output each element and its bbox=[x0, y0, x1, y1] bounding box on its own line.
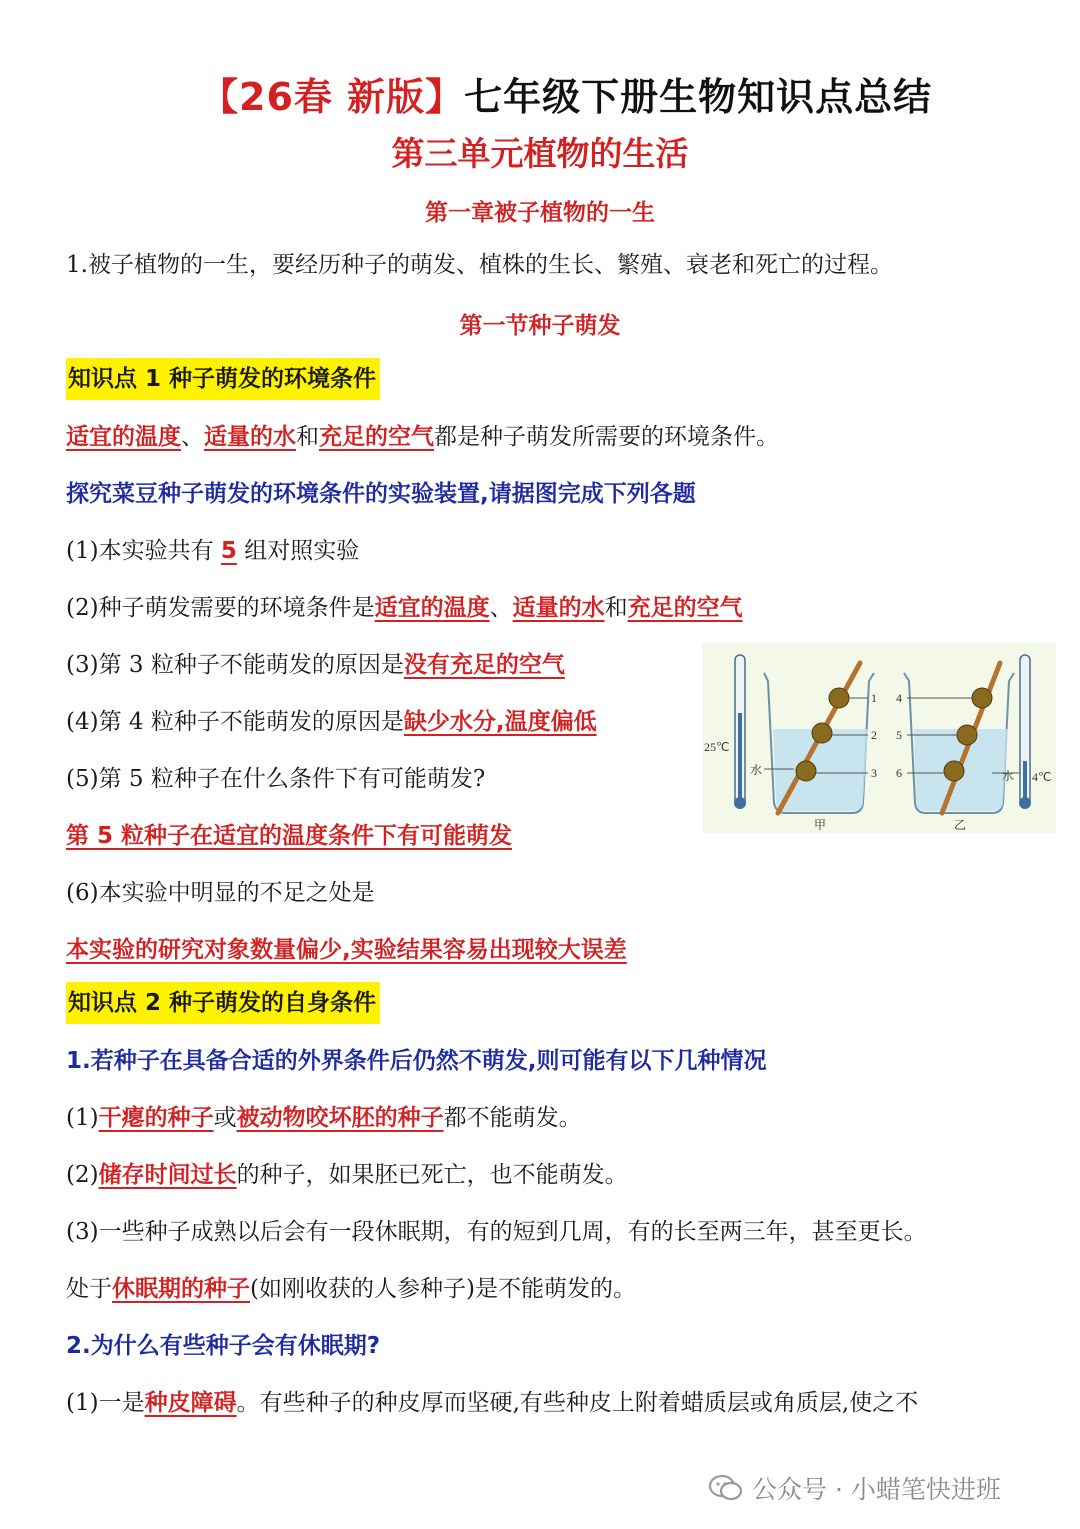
left-thermometer-bulb bbox=[734, 797, 746, 809]
question-1-answer: 5 bbox=[220, 538, 237, 564]
experiment-prompt: 探究菜豆种子萌发的环境条件的实验装置,请据图完成下列各题 bbox=[66, 481, 696, 507]
question-5: (5)第 5 粒种子在什么条件下有可能萌发? bbox=[66, 766, 486, 792]
item-4-pre: (1)一是 bbox=[66, 1390, 145, 1416]
right-temperature-label: 4℃ bbox=[1032, 770, 1052, 784]
document-title bbox=[200, 66, 960, 121]
right-thermometer-mercury bbox=[1023, 761, 1027, 801]
question-2-answer-a: 适宜的温度 bbox=[374, 595, 490, 621]
kp2-question-1: 1.若种子在具备合适的外界条件后仍然不萌发,则可能有以下几种情况 bbox=[66, 1048, 767, 1074]
beaker-diagram bbox=[702, 643, 1056, 833]
left-thermometer-mercury bbox=[738, 713, 742, 801]
watermark bbox=[708, 1468, 1001, 1508]
item-2-tail: 的种子，如果胚已死亡，也不能萌发。 bbox=[236, 1162, 628, 1188]
title-text: 七年级下册生物知识点总结 bbox=[464, 75, 933, 119]
kp2-heading-highlight: 知识点 2 种子萌发的自身条件 bbox=[66, 982, 380, 1024]
question-3-text: (3)第 3 粒种子不能萌发的原因是 bbox=[66, 652, 404, 678]
item-1-tail: 都不能萌发。 bbox=[443, 1105, 582, 1131]
item-1-answer-b: 被动物咬坏胚的种子 bbox=[236, 1105, 444, 1131]
section-title: 第一节种子萌发 bbox=[459, 313, 621, 339]
right-caption: 乙 bbox=[954, 818, 967, 832]
seed-4 bbox=[972, 688, 992, 708]
question-1 bbox=[66, 534, 359, 568]
question-2-text: (2)种子萌发需要的环境条件是 bbox=[66, 595, 375, 621]
answer-air: 充足的空气 bbox=[319, 424, 434, 450]
label-3: 3 bbox=[871, 766, 877, 780]
question-3-answer: 没有充足的空气 bbox=[403, 652, 565, 678]
item-2-answer: 储存时间过长 bbox=[98, 1162, 237, 1188]
kp2-item-1 bbox=[66, 1101, 582, 1135]
kp2-question-2: 2.为什么有些种子会有休眠期? bbox=[66, 1333, 381, 1359]
label-4: 4 bbox=[896, 691, 902, 705]
left-water-label: 水 bbox=[750, 763, 763, 777]
question-6-answer: 本实验的研究对象数量偏少,实验结果容易出现较大误差 bbox=[66, 937, 627, 963]
label-2: 2 bbox=[871, 728, 877, 742]
item-4-tail: 。有些种子的种皮厚而坚硬,有些种皮上附着蜡质层或角质层,使之不 bbox=[236, 1390, 919, 1416]
seed-1 bbox=[829, 688, 849, 708]
item-1-answer-a: 干瘪的种子 bbox=[98, 1105, 214, 1131]
question-2-answer-c: 充足的空气 bbox=[627, 595, 743, 621]
answer-water: 适量的水 bbox=[204, 424, 296, 450]
left-temperature-label: 25℃ bbox=[704, 740, 730, 754]
kp1-heading bbox=[66, 362, 380, 396]
seed-5 bbox=[957, 725, 977, 745]
right-thermometer-bulb bbox=[1019, 797, 1031, 809]
seed-6 bbox=[944, 761, 964, 781]
item-3b-pre: 处于 bbox=[66, 1276, 112, 1302]
item-3b-tail: (如刚收获的人参种子)是不能萌发的。 bbox=[250, 1276, 636, 1302]
question-2-answer-b: 适量的水 bbox=[512, 595, 605, 621]
wechat-icon bbox=[708, 1473, 744, 1503]
separator: 和 bbox=[296, 424, 319, 450]
item-4-answer: 种皮障碍 bbox=[144, 1390, 237, 1416]
question-2 bbox=[66, 591, 743, 625]
separator: 、 bbox=[489, 595, 513, 621]
question-4-text: (4)第 4 粒种子不能萌发的原因是 bbox=[66, 709, 404, 735]
answer-temperature: 适宜的温度 bbox=[66, 424, 181, 450]
seed-2 bbox=[812, 723, 832, 743]
separator: 和 bbox=[604, 595, 628, 621]
watermark-account: 公众号 · 小蜡笔快进班 bbox=[752, 1475, 1001, 1504]
label-6: 6 bbox=[896, 766, 902, 780]
question-6: (6)本实验中明显的不足之处是 bbox=[66, 880, 375, 906]
seed-3 bbox=[796, 761, 816, 781]
title-tag: 【26春 新版】 bbox=[200, 75, 465, 119]
item-1-mid: 或 bbox=[213, 1105, 237, 1131]
unit-title: 第三单元植物的生活 bbox=[391, 134, 689, 173]
kp2-item-3: (3)一些种子成熟以后会有一段休眠期，有的短到几周，有的长至两三年，甚至更长。 bbox=[66, 1219, 927, 1245]
label-1: 1 bbox=[871, 691, 877, 705]
item-2-number: (2) bbox=[66, 1162, 99, 1188]
conditions-tail: 都是种子萌发所需要的环境条件。 bbox=[434, 424, 779, 450]
chapter-title: 第一章被子植物的一生 bbox=[425, 200, 655, 226]
kp2-item-2 bbox=[66, 1158, 628, 1192]
question-1-tail: 组对照实验 bbox=[236, 538, 360, 564]
label-5: 5 bbox=[896, 728, 902, 742]
experiment-figure bbox=[702, 643, 1056, 833]
kp1-conditions bbox=[66, 420, 779, 454]
item-1-number: (1) bbox=[66, 1105, 99, 1131]
item-3b-answer: 休眠期的种子 bbox=[112, 1276, 250, 1302]
question-5-answer: 第 5 粒种子在适宜的温度条件下有可能萌发 bbox=[66, 823, 513, 849]
left-caption: 甲 bbox=[814, 818, 827, 832]
kp2-item-3-continued bbox=[66, 1272, 636, 1306]
intro-paragraph: 1.被子植物的一生，要经历种子的萌发、植株的生长、繁殖、衰老和死亡的过程。 bbox=[66, 252, 893, 278]
question-1-text: (1)本实验共有 bbox=[66, 538, 221, 564]
question-4-answer: 缺少水分,温度偏低 bbox=[403, 709, 597, 735]
question-4 bbox=[66, 705, 597, 739]
question-3 bbox=[66, 648, 565, 682]
kp2-item-4 bbox=[66, 1386, 918, 1420]
right-water-label: 水 bbox=[1002, 769, 1015, 783]
kp2-heading bbox=[66, 986, 380, 1020]
separator: 、 bbox=[181, 424, 204, 450]
kp1-heading-highlight: 知识点 1 种子萌发的环境条件 bbox=[66, 358, 380, 400]
